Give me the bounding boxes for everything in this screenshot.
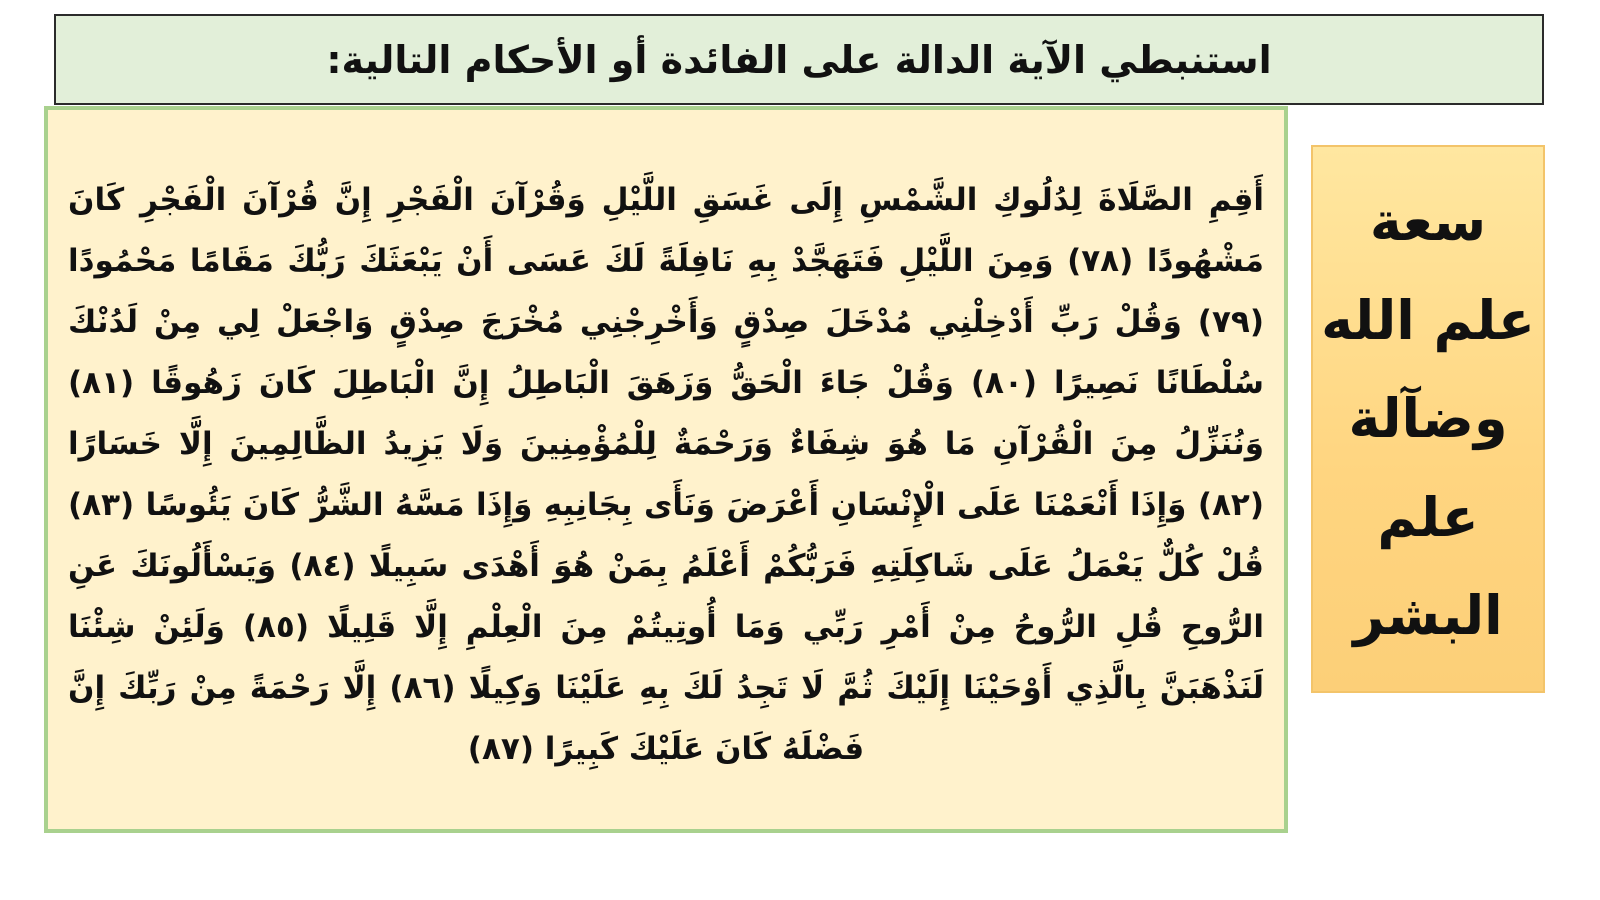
verse-text: أَقِمِ الصَّلَاةَ لِدُلُوكِ الشَّمْسِ إِلَى غَسَقِ اللَّيْلِ وَقُرْآنَ الْفَجْرِ إِنَّ قُرْآنَ الْفَجْرِ كَانَ مَشْهُودًا (٧٨) وَمِنَ اللَّيْلِ فَتَهَجَّدْ بِهِ نَافِلَةً لَكَ عَسَى أَنْ يَبْعَثَكَ رَبُّكَ مَقَامًا مَحْمُودًا (٧٩) وَقُلْ رَبِّ أَدْخِلْنِي مُدْخَلَ صِدْقٍ وَأَخْرِجْنِي مُخْرَجَ صِدْقٍ وَاجْعَلْ لِي مِنْ لَدُنْكَ سُلْطَانًا نَصِيرًا (٨٠) وَقُلْ جَاءَ الْحَقُّ وَزَهَقَ الْبَاطِلُ إِنَّ الْبَاطِلَ كَانَ زَهُوقًا (٨١) وَنُنَزِّلُ مِنَ الْقُرْآنِ مَا هُوَ شِفَاءٌ وَرَحْمَةٌ لِلْمُؤْمِنِينَ وَلَا يَزِيدُ الظَّالِمِينَ إِلَّا خَسَارًا (٨٢) وَإِذَا أَنْعَمْنَا عَلَى الْإِنْسَانِ أَعْرَضَ وَنَأَى بِجَانِبِهِ وَإِذَا مَسَّهُ الشَّرُّ كَانَ يَئُوسًا (٨٣) قُلْ كُلٌّ يَعْمَلُ عَلَى شَاكِلَتِهِ فَرَبُّكُمْ أَعْلَمُ بِمَنْ هُوَ أَهْدَى سَبِيلًا (٨٤) وَيَسْأَلُونَكَ عَنِ الرُّوحِ قُلِ الرُّوحُ مِنْ أَمْرِ رَبِّي وَمَا أُوتِيتُمْ مِنَ الْعِلْمِ إِلَّا قَلِيلًا (٨٥) وَلَئِنْ شِئْنَا لَنَذْهَبَنَّ بِالَّذِي أَوْحَيْنَا إِلَيْكَ ثُمَّ لَا تَجِدُ لَكَ بِهِ عَلَيْنَا وَكِيلًا (٨٦) إِلَّا رَحْمَةً مِنْ رَبِّكَ إِنَّ فَضْلَهُ كَانَ عَلَيْكَ كَبِيرًا (٨٧) (68, 182, 1264, 767)
side-line-3: وضآلة (1348, 387, 1508, 451)
side-line-1: سعة (1369, 190, 1487, 254)
side-line-5: البشر (1353, 584, 1503, 648)
side-line-4: علم (1377, 485, 1479, 549)
side-panel (1311, 145, 1545, 693)
header-box (54, 14, 1544, 105)
verse-box (44, 106, 1288, 833)
side-line-2: علم الله (1321, 288, 1535, 352)
page-title: استنبطي الآية الدالة على الفائدة أو الأحكام التالية: (326, 37, 1272, 82)
